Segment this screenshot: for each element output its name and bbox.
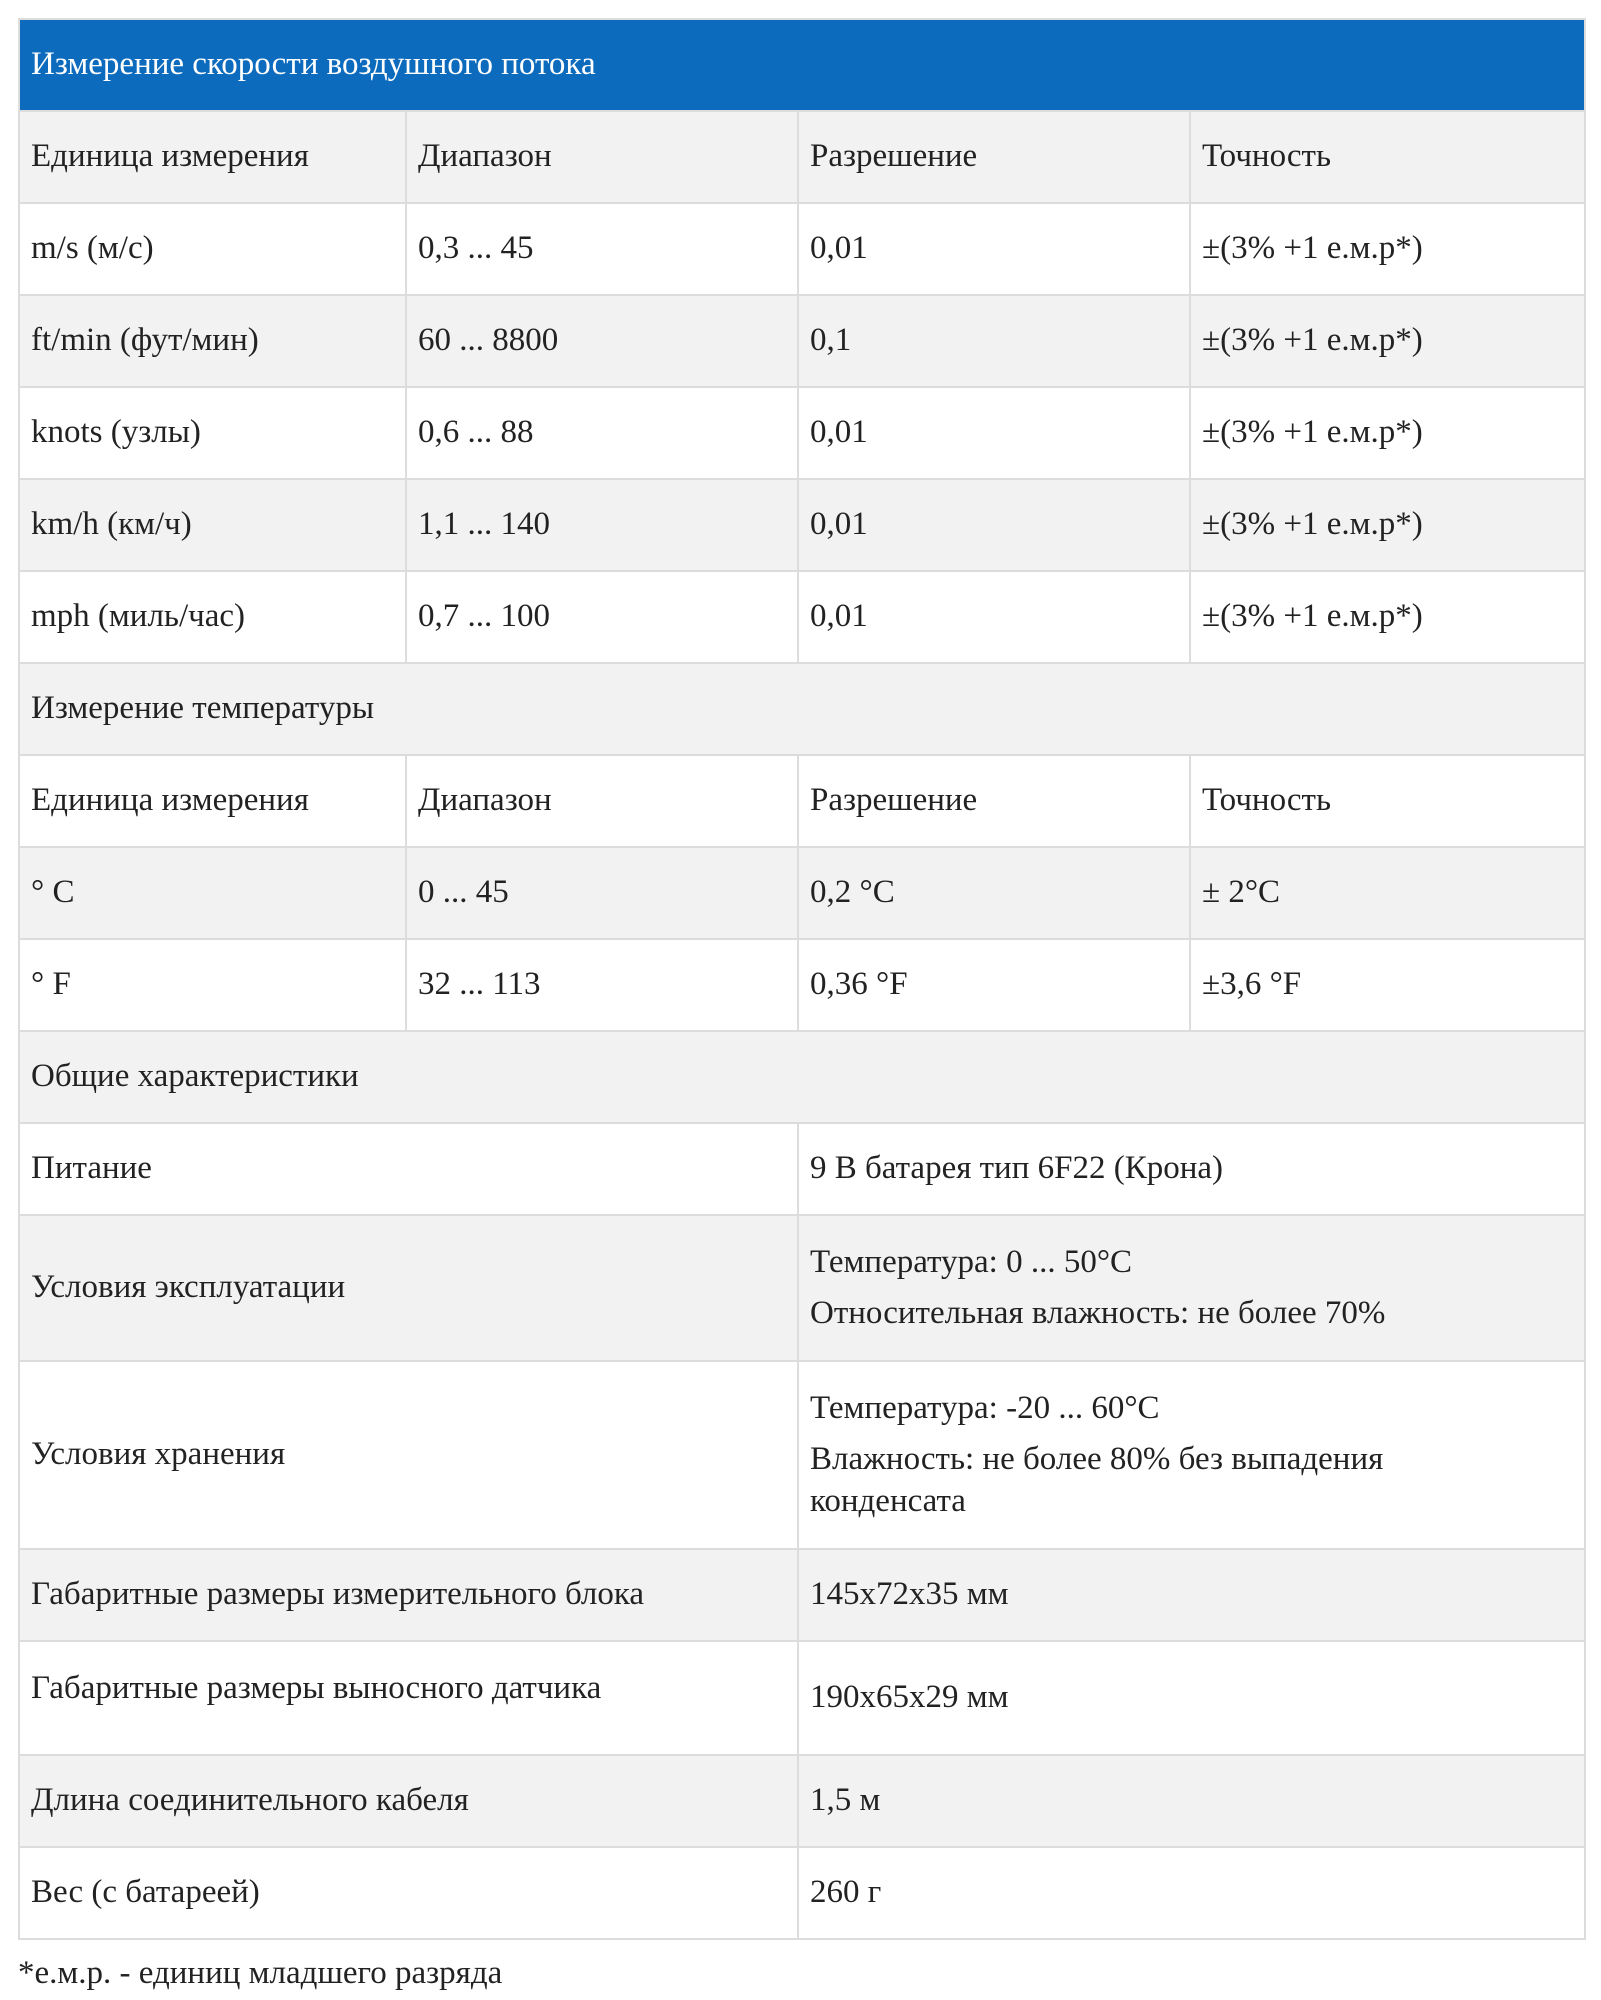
spec-value-operating	[798, 1215, 1585, 1361]
cell-range: 1,1 ... 140	[406, 479, 798, 571]
column-header-unit: Единица измерения	[19, 755, 406, 847]
spec-value-power: 9 В батарея тип 6F22 (Крона)	[798, 1123, 1585, 1215]
cell-unit: km/h (км/ч)	[19, 479, 406, 571]
spec-label-weight: Вес (с батареей)	[19, 1847, 798, 1939]
cell-accuracy: ± 2°C	[1190, 847, 1585, 939]
spec-row-weight	[19, 1847, 1585, 1939]
column-header-accuracy: Точность	[1190, 111, 1585, 203]
column-header-accuracy: Точность	[1190, 755, 1585, 847]
airflow-title-row	[19, 19, 1585, 111]
table-row	[19, 387, 1585, 479]
column-header-resolution: Разрешение	[798, 111, 1190, 203]
spec-row-operating	[19, 1215, 1585, 1361]
temperature-header-row	[19, 755, 1585, 847]
cell-range: 60 ... 8800	[406, 295, 798, 387]
spec-row-sensor-dimensions	[19, 1641, 1585, 1755]
spec-label-cable-length: Длина соединительного кабеля	[19, 1755, 798, 1847]
operating-humidity: Относительная влажность: не более 70%	[810, 1295, 1386, 1331]
cell-range: 0,3 ... 45	[406, 203, 798, 295]
spec-row-power	[19, 1123, 1585, 1215]
spec-label-power: Питание	[19, 1123, 798, 1215]
spec-label-operating: Условия эксплуатации	[19, 1215, 798, 1361]
cell-resolution: 0,1	[798, 295, 1190, 387]
cell-accuracy: ±(3% +1 е.м.р*)	[1190, 571, 1585, 663]
spec-row-cable-length	[19, 1755, 1585, 1847]
cell-resolution: 0,01	[798, 571, 1190, 663]
cell-accuracy: ±(3% +1 е.м.р*)	[1190, 203, 1585, 295]
airflow-header-row	[19, 111, 1585, 203]
general-title-row	[19, 1031, 1585, 1123]
cell-unit: knots (узлы)	[19, 387, 406, 479]
storage-humidity-line-2: конденсата	[810, 1482, 966, 1519]
column-header-range: Диапазон	[406, 111, 798, 203]
cell-resolution: 0,01	[798, 479, 1190, 571]
cell-accuracy: ±(3% +1 е.м.р*)	[1190, 295, 1585, 387]
cell-resolution: 0,36 °F	[798, 939, 1190, 1031]
cell-unit: ° C	[19, 847, 406, 939]
cell-unit: m/s (м/с)	[19, 203, 406, 295]
spec-label-storage: Условия хранения	[19, 1361, 798, 1549]
cell-range: 0,6 ... 88	[406, 387, 798, 479]
cell-accuracy: ±3,6 °F	[1190, 939, 1585, 1031]
column-header-resolution: Разрешение	[798, 755, 1190, 847]
cell-resolution: 0,2 °C	[798, 847, 1190, 939]
temperature-title-row	[19, 663, 1585, 755]
storage-temperature: Температура: -20 ... 60°C	[810, 1390, 1160, 1427]
cell-resolution: 0,01	[798, 203, 1190, 295]
cell-accuracy: ±(3% +1 е.м.р*)	[1190, 479, 1585, 571]
table-row	[19, 295, 1585, 387]
cell-unit: ° F	[19, 939, 406, 1031]
spec-label-unit-dimensions: Габаритные размеры измерительного блока	[19, 1549, 798, 1641]
column-header-range: Диапазон	[406, 755, 798, 847]
footnote: *е.м.р. - единиц младшего разряда	[18, 1955, 503, 1991]
airflow-section-title: Измерение скорости воздушного потока	[19, 19, 1585, 111]
specifications-table	[18, 18, 1586, 1940]
cell-accuracy: ±(3% +1 е.м.р*)	[1190, 387, 1585, 479]
spec-value-cable-length: 1,5 м	[798, 1755, 1585, 1847]
cell-range: 0 ... 45	[406, 847, 798, 939]
cell-range: 32 ... 113	[406, 939, 798, 1031]
spec-row-storage	[19, 1361, 1585, 1549]
spec-value-weight: 260 г	[798, 1847, 1585, 1939]
cell-range: 0,7 ... 100	[406, 571, 798, 663]
table-row	[19, 847, 1585, 939]
operating-temperature: Температура: 0 ... 50°C	[810, 1243, 1133, 1280]
spec-value-sensor-dimensions: 190x65x29 мм	[798, 1641, 1585, 1755]
temperature-section-title: Измерение температуры	[19, 663, 1585, 755]
storage-humidity-line-1: Влажность: не более 80% без выпадения	[810, 1441, 1384, 1478]
column-header-unit: Единица измерения	[19, 111, 406, 203]
cell-unit: mph (миль/час)	[19, 571, 406, 663]
table-row	[19, 571, 1585, 663]
table-row	[19, 203, 1585, 295]
spec-value-unit-dimensions: 145x72x35 мм	[798, 1549, 1585, 1641]
cell-unit: ft/min (фут/мин)	[19, 295, 406, 387]
table-row	[19, 479, 1585, 571]
table-row	[19, 939, 1585, 1031]
general-section-title: Общие характеристики	[19, 1031, 1585, 1123]
spec-value-storage	[798, 1361, 1585, 1549]
spec-label-sensor-dimensions: Габаритные размеры выносного датчика	[19, 1641, 798, 1755]
spec-table-container	[18, 18, 1584, 1940]
spec-row-unit-dimensions	[19, 1549, 1585, 1641]
cell-resolution: 0,01	[798, 387, 1190, 479]
